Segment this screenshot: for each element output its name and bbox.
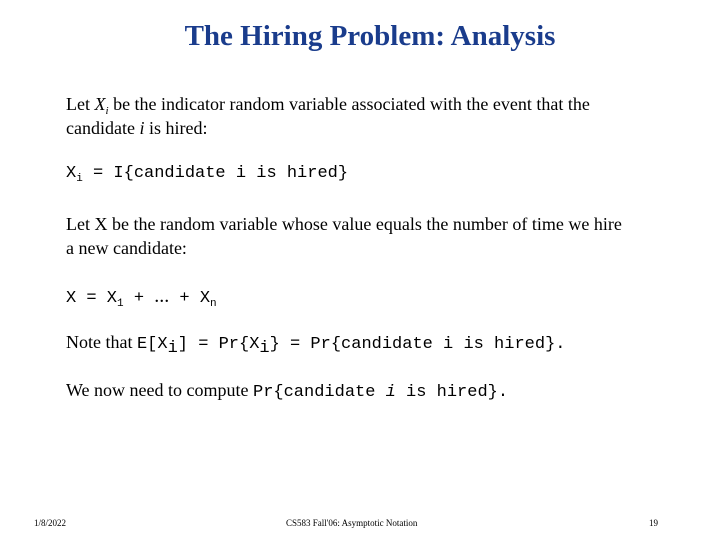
paragraph-indicator-definition — [66, 92, 706, 140]
paragraph-line-1: Let $X_i$ be the indicator random variable associated with the event that the — [66, 94, 590, 117]
paragraph-random-variable — [66, 212, 706, 260]
compute-statement: We now need to compute Pr{candidate i is hired}. — [66, 380, 509, 402]
paragraph-line-2: candidate i is hired: — [66, 118, 208, 138]
ellipsis: ... — [154, 285, 170, 307]
var-x-subscript: i — [105, 105, 109, 117]
footer-date: 1/8/2022 — [34, 518, 67, 528]
paragraph-line-2: a new candidate: — [66, 238, 187, 258]
slide-title: The Hiring Problem: Analysis — [184, 20, 556, 52]
note-expectation: Note that $E[X_i] = Pr\{X_i\}$ = Pr{candidate i is hired}. — [66, 332, 566, 358]
paragraph-line-1: Let X be the random variable whose value equals the number of time we hire — [66, 214, 622, 234]
compute-i: i — [385, 383, 396, 402]
footer-course: CS583 Fall'06: Asymptotic Notation — [286, 518, 418, 528]
formula-indicator: $X_i$ = I{candidate i is hired} — [66, 164, 349, 185]
footer-page-number: 19 — [649, 518, 658, 528]
formula-sum: $X = X_1$ + ... + $X_n$ — [66, 285, 217, 310]
var-x: X — [94, 94, 106, 114]
candidate-i: i — [139, 118, 145, 138]
